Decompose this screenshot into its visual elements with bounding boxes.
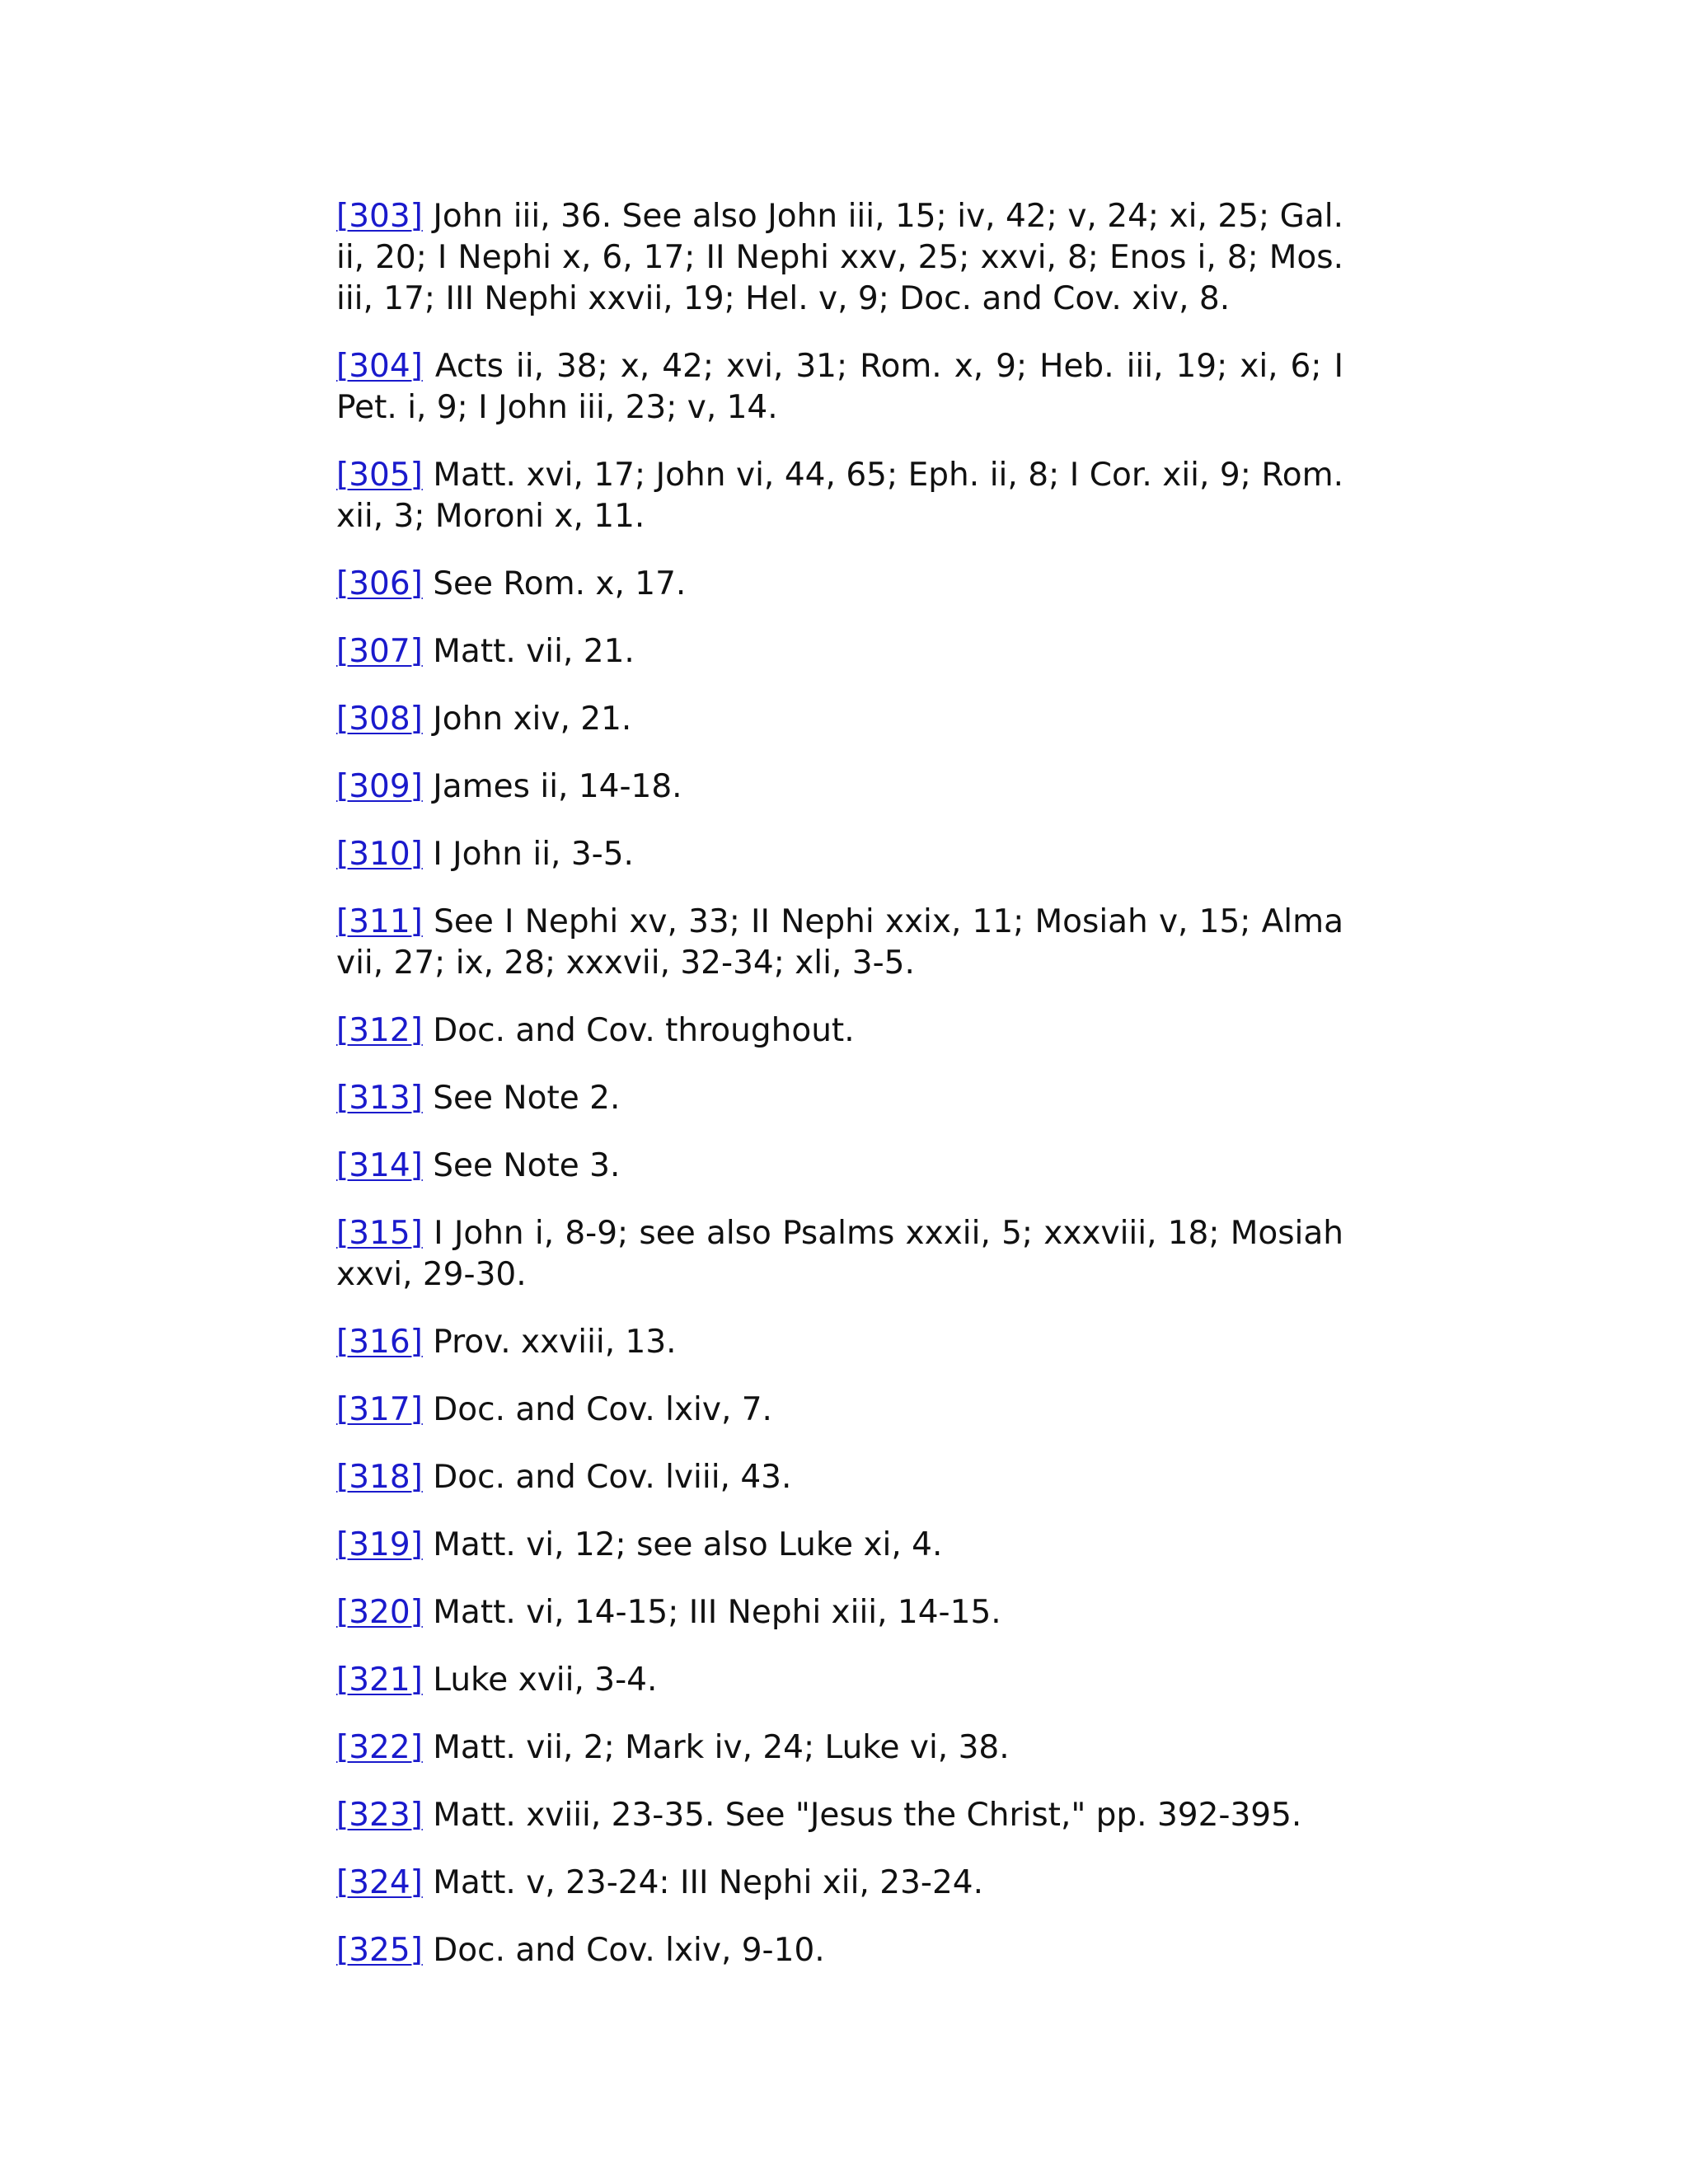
footnote-312	[336, 1010, 1343, 1052]
footnote-303	[336, 196, 1343, 320]
footnote-text-307: Matt. vii, 21.	[433, 633, 635, 670]
footnote-link-303[interactable]: [303]	[336, 198, 423, 235]
footnotes-list	[336, 196, 1343, 1998]
footnote-304	[336, 346, 1343, 429]
footnote-325	[336, 1930, 1343, 1971]
footnote-link-318[interactable]: [318]	[336, 1459, 423, 1496]
footnote-307	[336, 631, 1343, 673]
footnote-text-313: See Note 2.	[433, 1080, 621, 1117]
footnote-text-323: Matt. xviii, 23-35. See "Jesus the Christ," pp. 392-395.	[433, 1797, 1302, 1834]
footnote-text-306: See Rom. x, 17.	[433, 565, 687, 602]
footnote-link-315[interactable]: [315]	[336, 1215, 423, 1252]
footnote-link-311[interactable]: [311]	[336, 903, 423, 940]
footnote-309	[336, 766, 1343, 808]
footnote-text-322: Matt. vii, 2; Mark iv, 24; Luke vi, 38.	[433, 1729, 1010, 1766]
footnote-313	[336, 1078, 1343, 1119]
footnote-text-303: John iii, 36. See also John iii, 15; iv, 42; v, 24; xi, 25; Gal. ii, 20; I Nephi x, 6, 17; II Nephi xxv, 25; xxvi, 8; Enos i, 8; Mos. iii, 17; III Nephi xxvii, 19; Hel. v, 9; Doc. and Cov. xiv, 8.	[336, 198, 1343, 317]
footnote-text-321: Luke xvii, 3-4.	[433, 1661, 658, 1699]
footnote-315	[336, 1213, 1343, 1296]
footnote-323	[336, 1795, 1343, 1836]
footnote-324	[336, 1863, 1343, 1904]
footnote-319	[336, 1525, 1343, 1566]
footnote-text-325: Doc. and Cov. lxiv, 9-10.	[433, 1932, 825, 1969]
footnote-text-324: Matt. v, 23-24: III Nephi xii, 23-24.	[433, 1864, 983, 1901]
footnote-text-312: Doc. and Cov. throughout.	[433, 1012, 855, 1049]
footnote-link-312[interactable]: [312]	[336, 1012, 423, 1049]
footnote-305	[336, 455, 1343, 537]
footnote-text-319: Matt. vi, 12; see also Luke xi, 4.	[433, 1526, 943, 1563]
footnote-link-319[interactable]: [319]	[336, 1526, 423, 1563]
footnote-link-316[interactable]: [316]	[336, 1324, 423, 1361]
footnote-link-306[interactable]: [306]	[336, 565, 423, 602]
footnote-text-314: See Note 3.	[433, 1147, 621, 1184]
footnote-text-308: John xiv, 21.	[433, 701, 632, 738]
footnote-link-323[interactable]: [323]	[336, 1797, 423, 1834]
footnote-link-305[interactable]: [305]	[336, 457, 423, 494]
footnote-link-321[interactable]: [321]	[336, 1661, 423, 1699]
footnote-310	[336, 834, 1343, 875]
footnote-link-322[interactable]: [322]	[336, 1729, 423, 1766]
footnote-link-314[interactable]: [314]	[336, 1147, 423, 1184]
footnote-text-309: James ii, 14-18.	[433, 768, 682, 805]
footnote-306	[336, 564, 1343, 605]
footnote-321	[336, 1660, 1343, 1701]
footnote-text-315: I John i, 8-9; see also Psalms xxxii, 5; xxxviii, 18; Mosiah xxvi, 29-30.	[336, 1215, 1343, 1293]
footnote-link-310[interactable]: [310]	[336, 836, 423, 873]
footnote-316	[336, 1322, 1343, 1363]
footnote-link-320[interactable]: [320]	[336, 1594, 423, 1631]
footnote-text-320: Matt. vi, 14-15; III Nephi xiii, 14-15.	[433, 1594, 1001, 1631]
footnote-text-310: I John ii, 3-5.	[433, 836, 634, 873]
footnote-314	[336, 1146, 1343, 1187]
footnote-link-309[interactable]: [309]	[336, 768, 423, 805]
footnote-text-318: Doc. and Cov. lviii, 43.	[433, 1459, 792, 1496]
footnote-link-317[interactable]: [317]	[336, 1391, 423, 1428]
footnote-322	[336, 1727, 1343, 1769]
footnote-link-308[interactable]: [308]	[336, 701, 423, 738]
footnote-text-304: Acts ii, 38; x, 42; xvi, 31; Rom. x, 9; Heb. iii, 19; xi, 6; I Pet. i, 9; I John iii, 23; v, 14.	[336, 348, 1343, 426]
footnote-text-311: See I Nephi xv, 33; II Nephi xxix, 11; Mosiah v, 15; Alma vii, 27; ix, 28; xxxvii, 32-34; xli, 3-5.	[336, 903, 1343, 982]
footnote-text-305: Matt. xvi, 17; John vi, 44, 65; Eph. ii, 8; I Cor. xii, 9; Rom. xii, 3; Moroni x, 11.	[336, 457, 1343, 535]
footnote-link-325[interactable]: [325]	[336, 1932, 423, 1969]
footnote-318	[336, 1457, 1343, 1498]
footnote-link-307[interactable]: [307]	[336, 633, 423, 670]
footnote-link-304[interactable]: [304]	[336, 348, 423, 385]
footnote-link-324[interactable]: [324]	[336, 1864, 423, 1901]
footnote-308	[336, 699, 1343, 740]
footnote-320	[336, 1592, 1343, 1633]
footnote-text-316: Prov. xxviii, 13.	[433, 1324, 677, 1361]
footnote-link-313[interactable]: [313]	[336, 1080, 423, 1117]
footnote-311	[336, 902, 1343, 984]
footnote-text-317: Doc. and Cov. lxiv, 7.	[433, 1391, 772, 1428]
footnote-317	[336, 1390, 1343, 1431]
